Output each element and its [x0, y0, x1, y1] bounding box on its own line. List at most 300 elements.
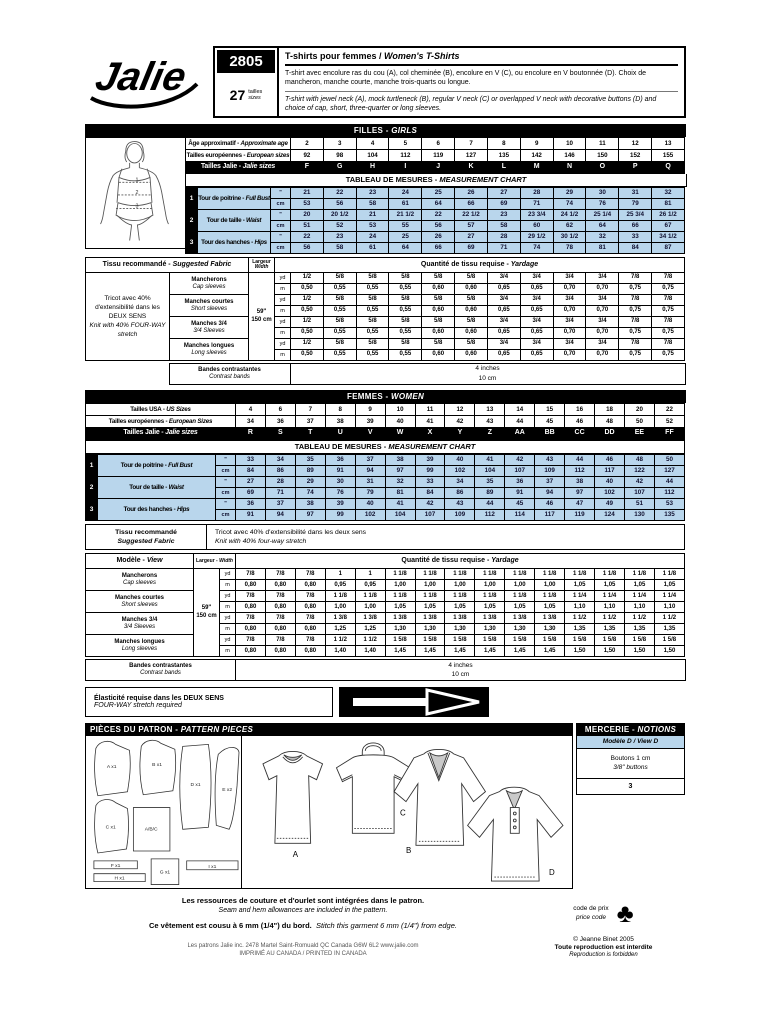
value-cell: 112: [654, 488, 684, 499]
value-cell: DD: [595, 428, 625, 440]
value-cell: 127: [654, 466, 684, 477]
price-code: code de prix price code ♣: [573, 898, 634, 929]
value-cell: 1,00: [415, 580, 445, 591]
description-en: T-shirt with jewel neck (A), mock turtleneck (B), regular V neck (C) or overlapped V neck with decorative buttons (D) and choice of cap, short, three-quarter or long sleeves.: [285, 95, 657, 113]
value-cell: 0,70: [553, 284, 586, 295]
value-cell: 1,35: [565, 624, 595, 635]
unit-m: m: [275, 350, 291, 361]
value-cell: 1,40: [325, 646, 355, 657]
value-cell: 44: [654, 477, 684, 488]
sizes-count-number: 27: [229, 87, 246, 104]
value-cell: 146: [553, 150, 586, 162]
value-cell: 0,55: [389, 284, 422, 295]
value-cell: 30: [325, 477, 355, 488]
value-cell: N: [553, 162, 586, 174]
value-cell: 0,65: [487, 350, 520, 361]
unit-m: m: [220, 580, 236, 591]
value-cell: 1 1/8: [535, 591, 565, 602]
value-cell: 1 1/8: [325, 591, 355, 602]
value-cell: 124: [595, 510, 625, 521]
value-cell: 28: [520, 188, 553, 199]
notions-view-label: Modèle D / View D: [577, 736, 684, 749]
value-cell: 3/4: [586, 339, 619, 350]
value-cell: 16: [565, 404, 595, 416]
value-cell: 7/8: [619, 339, 652, 350]
contrast-bands-value: 4 inches 10 cm: [290, 364, 685, 385]
value-cell: 1 1/8: [445, 591, 475, 602]
value-cell: 0,75: [652, 328, 685, 339]
value-cell: 99: [415, 466, 445, 477]
value-cell: 1,30: [475, 624, 505, 635]
value-cell: 0,65: [487, 306, 520, 317]
value-cell: 1,05: [475, 602, 505, 613]
notions-item: Boutons 1 cm 3/8" buttons: [577, 749, 684, 778]
value-cell: 1,10: [565, 602, 595, 613]
unit-inches: ": [271, 188, 291, 199]
club-icon: ♣: [616, 898, 634, 929]
value-cell: 18: [595, 404, 625, 416]
value-cell: 1 5/8: [625, 635, 655, 646]
unit-yd: yd: [275, 295, 291, 306]
value-cell: 74: [520, 243, 553, 254]
value-cell: 33: [415, 477, 445, 488]
value-cell: BB: [535, 428, 565, 440]
value-cell: 3/4: [586, 295, 619, 306]
row-number: 2: [186, 210, 198, 232]
value-cell: 34 1/2: [652, 232, 685, 243]
row-number: 3: [86, 499, 98, 521]
svg-text:A: A: [292, 850, 299, 860]
value-cell: 1 1/4: [595, 591, 625, 602]
value-cell: 22: [422, 210, 455, 221]
value-cell: 42: [445, 416, 475, 428]
value-cell: 28: [487, 232, 520, 243]
value-cell: 58: [323, 243, 356, 254]
value-cell: 32: [652, 188, 685, 199]
women-chart-band: TABLEAU DE MESURES - MEASUREMENT CHART: [85, 440, 685, 454]
value-cell: 1 1/8: [625, 569, 655, 580]
women-waist-label: Tour de taille - Waist: [98, 477, 216, 499]
value-cell: 1,50: [595, 646, 625, 657]
value-cell: 0,55: [356, 284, 389, 295]
value-cell: 1 1/8: [535, 569, 565, 580]
girls-jalie-label: Tailles Jalie - Jalie sizes: [186, 162, 291, 174]
value-cell: 84: [236, 466, 266, 477]
value-cell: 1,25: [355, 624, 385, 635]
girls-euro-row: [186, 150, 685, 162]
value-cell: 5/8: [455, 339, 488, 350]
value-cell: 39: [415, 455, 445, 466]
value-cell: 0,70: [586, 328, 619, 339]
pattern-pieces-panel: [85, 723, 573, 889]
value-cell: 43: [475, 416, 505, 428]
stitch-note: Ce vêtement est cousu à 6 mm (1/4") du bord. Stitch this garment 6 mm (1/4") from edge.: [149, 921, 457, 931]
yardage-header: Quantité de tissu requise - Yardage: [275, 258, 685, 273]
value-cell: 0,55: [356, 350, 389, 361]
value-cell: 7/8: [652, 317, 685, 328]
measurement-figure: [85, 137, 186, 249]
value-cell: 36: [236, 499, 266, 510]
value-cell: 0,80: [236, 580, 266, 591]
row-number: 2: [86, 477, 98, 499]
value-cell: K: [455, 162, 488, 174]
value-cell: 112: [389, 150, 422, 162]
value-cell: 81: [652, 199, 685, 210]
value-cell: 0,60: [455, 328, 488, 339]
value-cell: 107: [415, 510, 445, 521]
value-cell: 42: [505, 455, 535, 466]
value-cell: 71: [520, 199, 553, 210]
title-and-description: [279, 48, 684, 116]
women-euro-label: Tailles européennes - European Sizes: [86, 416, 236, 428]
value-cell: 119: [565, 510, 595, 521]
svg-text:A x1: A x1: [106, 765, 117, 771]
value-cell: 40: [385, 416, 415, 428]
value-cell: 7/8: [265, 635, 295, 646]
value-cell: 81: [586, 243, 619, 254]
value-cell: 97: [295, 510, 325, 521]
value-cell: 7/8: [652, 339, 685, 350]
women-yardage-table: [85, 553, 685, 657]
value-cell: 34: [265, 455, 295, 466]
value-cell: 0,65: [520, 284, 553, 295]
unit-inches: ": [271, 210, 291, 221]
value-cell: 91: [325, 466, 355, 477]
value-cell: 0,80: [265, 646, 295, 657]
value-cell: 69: [455, 243, 488, 254]
value-cell: 58: [356, 199, 389, 210]
view-header: Modèle - View: [86, 554, 194, 569]
value-cell: 40: [445, 455, 475, 466]
value-cell: 1,00: [355, 602, 385, 613]
three-quarter-sleeves-label: Manches 3/4 3/4 Sleeves: [170, 317, 249, 339]
value-cell: 20: [291, 210, 324, 221]
value-cell: 26: [422, 232, 455, 243]
value-cell: 20: [624, 404, 654, 416]
value-cell: 41: [475, 455, 505, 466]
value-cell: 0,50: [291, 328, 324, 339]
value-cell: 48: [624, 455, 654, 466]
value-cell: 0,50: [291, 284, 324, 295]
unit-cm: cm: [216, 510, 236, 521]
value-cell: 1 1/8: [595, 569, 625, 580]
value-cell: 1: [325, 569, 355, 580]
value-cell: 1 5/8: [535, 635, 565, 646]
value-cell: 64: [422, 199, 455, 210]
value-cell: 119: [422, 150, 455, 162]
value-cell: 0,75: [652, 284, 685, 295]
value-cell: 58: [487, 221, 520, 232]
value-cell: 0,95: [355, 580, 385, 591]
value-cell: 23: [323, 232, 356, 243]
cap-sleeves-label: Mancherons Cap sleeves: [86, 569, 194, 591]
value-cell: 0,70: [553, 306, 586, 317]
value-cell: 1 3/8: [445, 613, 475, 624]
value-cell: 1 3/8: [385, 613, 415, 624]
value-cell: 38: [385, 455, 415, 466]
value-cell: 9: [520, 138, 553, 150]
value-cell: 1 1/8: [355, 591, 385, 602]
value-cell: 40: [595, 477, 625, 488]
girls-sizes-table: [185, 137, 685, 174]
value-cell: P: [619, 162, 652, 174]
value-cell: 0,80: [295, 602, 325, 613]
value-cell: 1,30: [385, 624, 415, 635]
girls-bust-row-in: [186, 188, 685, 199]
value-cell: 6: [265, 404, 295, 416]
notions-panel: [576, 723, 685, 889]
value-cell: 4: [356, 138, 389, 150]
value-cell: 29 1/2: [520, 232, 553, 243]
value-cell: 29: [295, 477, 325, 488]
fabric-width: 59" 150 cm: [194, 569, 220, 657]
value-cell: 86: [445, 488, 475, 499]
value-cell: 1 1/2: [325, 635, 355, 646]
value-cell: U: [325, 428, 355, 440]
value-cell: 0,80: [295, 646, 325, 657]
value-cell: 3/4: [520, 295, 553, 306]
value-cell: 5/8: [356, 273, 389, 284]
copyright: © Jeanne Binet 2005: [573, 936, 634, 944]
value-cell: I: [389, 162, 422, 174]
value-cell: F: [291, 162, 324, 174]
unit-yd: yd: [220, 591, 236, 602]
value-cell: L: [487, 162, 520, 174]
value-cell: 3/4: [586, 273, 619, 284]
women-hips-row-in: [86, 499, 685, 510]
value-cell: 2: [291, 138, 324, 150]
value-cell: 1,05: [505, 602, 535, 613]
value-cell: 27: [455, 232, 488, 243]
value-cell: 109: [445, 510, 475, 521]
value-cell: 1 5/8: [415, 635, 445, 646]
value-cell: 1 1/8: [385, 591, 415, 602]
value-cell: 1,30: [445, 624, 475, 635]
value-cell: 0,75: [619, 284, 652, 295]
value-cell: 1 1/4: [625, 591, 655, 602]
value-cell: 0,80: [295, 624, 325, 635]
value-cell: 12: [619, 138, 652, 150]
value-cell: 26 1/2: [652, 210, 685, 221]
value-cell: 25: [422, 188, 455, 199]
value-cell: 62: [553, 221, 586, 232]
pattern-pieces-bar: PIÈCES DU PATRON - PATTERN PIECES: [85, 723, 573, 736]
unit-cm: cm: [271, 243, 291, 254]
value-cell: 1 5/8: [595, 635, 625, 646]
value-cell: 23: [356, 188, 389, 199]
value-cell: 46: [595, 455, 625, 466]
unit-yd: yd: [275, 273, 291, 284]
value-cell: 122: [624, 466, 654, 477]
value-cell: 37: [295, 416, 325, 428]
women-bust-label: Tour de poitrine - Full Bust: [98, 455, 216, 477]
value-cell: 1 3/8: [325, 613, 355, 624]
girls-jalie-row: [186, 162, 685, 174]
girls-age-label: Âge approximatif - Approximate age: [186, 138, 291, 150]
girls-waist-label: Tour de taille - Waist: [198, 210, 271, 232]
unit-m: m: [275, 284, 291, 295]
women-bust-row-in: [86, 455, 685, 466]
cap-sleeves-label: Mancherons Cap sleeves: [170, 273, 249, 295]
value-cell: 1,05: [654, 580, 684, 591]
value-cell: 7/8: [652, 273, 685, 284]
value-cell: CC: [565, 428, 595, 440]
value-cell: 46: [565, 416, 595, 428]
value-cell: 1 1/8: [475, 591, 505, 602]
unit-m: m: [220, 602, 236, 613]
value-cell: 1,50: [565, 646, 595, 657]
value-cell: 3/4: [487, 295, 520, 306]
value-cell: X: [415, 428, 445, 440]
value-cell: 84: [619, 243, 652, 254]
value-cell: 1 1/4: [654, 591, 684, 602]
value-cell: 107: [624, 488, 654, 499]
value-cell: 74: [295, 488, 325, 499]
fabric-note: Tricot avec 40% d'extensibilité dans les DEUX SENS Knit with 40% FOUR-WAY stretch: [86, 273, 170, 361]
long-sleeves-label: Manches longues Long sleeves: [170, 339, 249, 361]
value-cell: G: [323, 162, 356, 174]
value-cell: 109: [535, 466, 565, 477]
value-cell: 5/8: [422, 339, 455, 350]
value-cell: 0,80: [265, 580, 295, 591]
unit-m: m: [220, 646, 236, 657]
value-cell: 0,55: [356, 328, 389, 339]
value-cell: 1,45: [535, 646, 565, 657]
women-hips-label: Tour des hanches - Hips: [98, 499, 216, 521]
fabric-width: 59" 150 cm: [249, 273, 275, 361]
value-cell: 46: [535, 499, 565, 510]
value-cell: 5/8: [455, 317, 488, 328]
girls-long-yd: [86, 339, 685, 350]
contrast-bands-value: 4 inches 10 cm: [236, 660, 686, 681]
value-cell: 1/2: [291, 317, 324, 328]
svg-text:D x1: D x1: [190, 783, 201, 789]
pattern-envelope-back: [85, 46, 686, 958]
value-cell: 3/4: [487, 273, 520, 284]
value-cell: 1,25: [325, 624, 355, 635]
value-cell: 43: [535, 455, 565, 466]
value-cell: 56: [291, 243, 324, 254]
value-cell: 12: [445, 404, 475, 416]
value-cell: 1,30: [505, 624, 535, 635]
value-cell: 1,05: [565, 580, 595, 591]
value-cell: 22: [323, 188, 356, 199]
value-cell: 24: [389, 188, 422, 199]
value-cell: 34: [445, 477, 475, 488]
girls-waist-row-in: [186, 210, 685, 221]
value-cell: 42: [624, 477, 654, 488]
value-cell: 87: [652, 243, 685, 254]
value-cell: 25: [389, 232, 422, 243]
unit-cm: cm: [216, 466, 236, 477]
value-cell: 13: [475, 404, 505, 416]
value-cell: 5/8: [422, 317, 455, 328]
women-us-label: Tailles USA - US Sizes: [86, 404, 236, 416]
value-cell: 64: [389, 243, 422, 254]
value-cell: 1 1/8: [475, 569, 505, 580]
value-cell: 117: [595, 466, 625, 477]
value-cell: 61: [389, 199, 422, 210]
value-cell: 52: [654, 416, 684, 428]
value-cell: 0,75: [619, 328, 652, 339]
value-cell: 23 3/4: [520, 210, 553, 221]
value-cell: 36: [325, 455, 355, 466]
value-cell: S: [265, 428, 295, 440]
women-cap-yd: [86, 569, 685, 580]
value-cell: 36: [505, 477, 535, 488]
value-cell: 55: [389, 221, 422, 232]
pattern-id-block: [215, 48, 279, 116]
value-cell: 6: [422, 138, 455, 150]
value-cell: 1,45: [475, 646, 505, 657]
value-cell: 39: [355, 416, 385, 428]
value-cell: 27: [236, 477, 266, 488]
value-cell: 5/8: [356, 295, 389, 306]
value-cell: 150: [586, 150, 619, 162]
value-cell: 0,95: [325, 580, 355, 591]
value-cell: 39: [325, 499, 355, 510]
value-cell: 11: [415, 404, 445, 416]
value-cell: 0,50: [291, 350, 324, 361]
value-cell: 86: [265, 466, 295, 477]
value-cell: 1 3/8: [415, 613, 445, 624]
value-cell: 61: [356, 243, 389, 254]
value-cell: 37: [355, 455, 385, 466]
value-cell: 69: [236, 488, 266, 499]
value-cell: 89: [475, 488, 505, 499]
row-number: 1: [186, 188, 198, 210]
value-cell: 7/8: [265, 591, 295, 602]
width-header: Largeur Width: [249, 258, 275, 273]
girls-chart-band: TABLEAU DE MESURES - MEASUREMENT CHART: [185, 174, 687, 187]
value-cell: 3/4: [487, 339, 520, 350]
printed-in: IMPRIMÉ AU CANADA / PRINTED IN CANADA: [239, 951, 367, 958]
value-cell: 102: [445, 466, 475, 477]
value-cell: 5/8: [323, 339, 356, 350]
unit-yd: yd: [275, 317, 291, 328]
notions-bar: MERCERIE - NOTIONS: [576, 723, 685, 736]
value-cell: 43: [445, 499, 475, 510]
four-way-stretch-arrow-icon: [339, 687, 489, 717]
value-cell: 1 1/8: [415, 591, 445, 602]
value-cell: 98: [323, 150, 356, 162]
value-cell: 35: [475, 477, 505, 488]
value-cell: 5/8: [389, 295, 422, 306]
value-cell: 53: [291, 199, 324, 210]
value-cell: 1/2: [291, 339, 324, 350]
value-cell: 10: [385, 404, 415, 416]
value-cell: H: [356, 162, 389, 174]
value-cell: 5/8: [389, 273, 422, 284]
girls-contrast-band-row: [85, 363, 686, 385]
value-cell: W: [385, 428, 415, 440]
value-cell: 5/8: [323, 273, 356, 284]
value-cell: 45: [505, 499, 535, 510]
value-cell: 1,45: [445, 646, 475, 657]
value-cell: 0,70: [586, 306, 619, 317]
value-cell: 114: [505, 510, 535, 521]
value-cell: 1 1/8: [445, 569, 475, 580]
value-cell: 50: [654, 455, 684, 466]
value-cell: 7/8: [236, 613, 266, 624]
value-cell: 20 1/2: [323, 210, 356, 221]
value-cell: 0,80: [295, 580, 325, 591]
value-cell: 31: [355, 477, 385, 488]
value-cell: 0,55: [389, 306, 422, 317]
svg-text:2: 2: [135, 189, 139, 196]
value-cell: 1,00: [325, 602, 355, 613]
value-cell: 5/8: [356, 317, 389, 328]
